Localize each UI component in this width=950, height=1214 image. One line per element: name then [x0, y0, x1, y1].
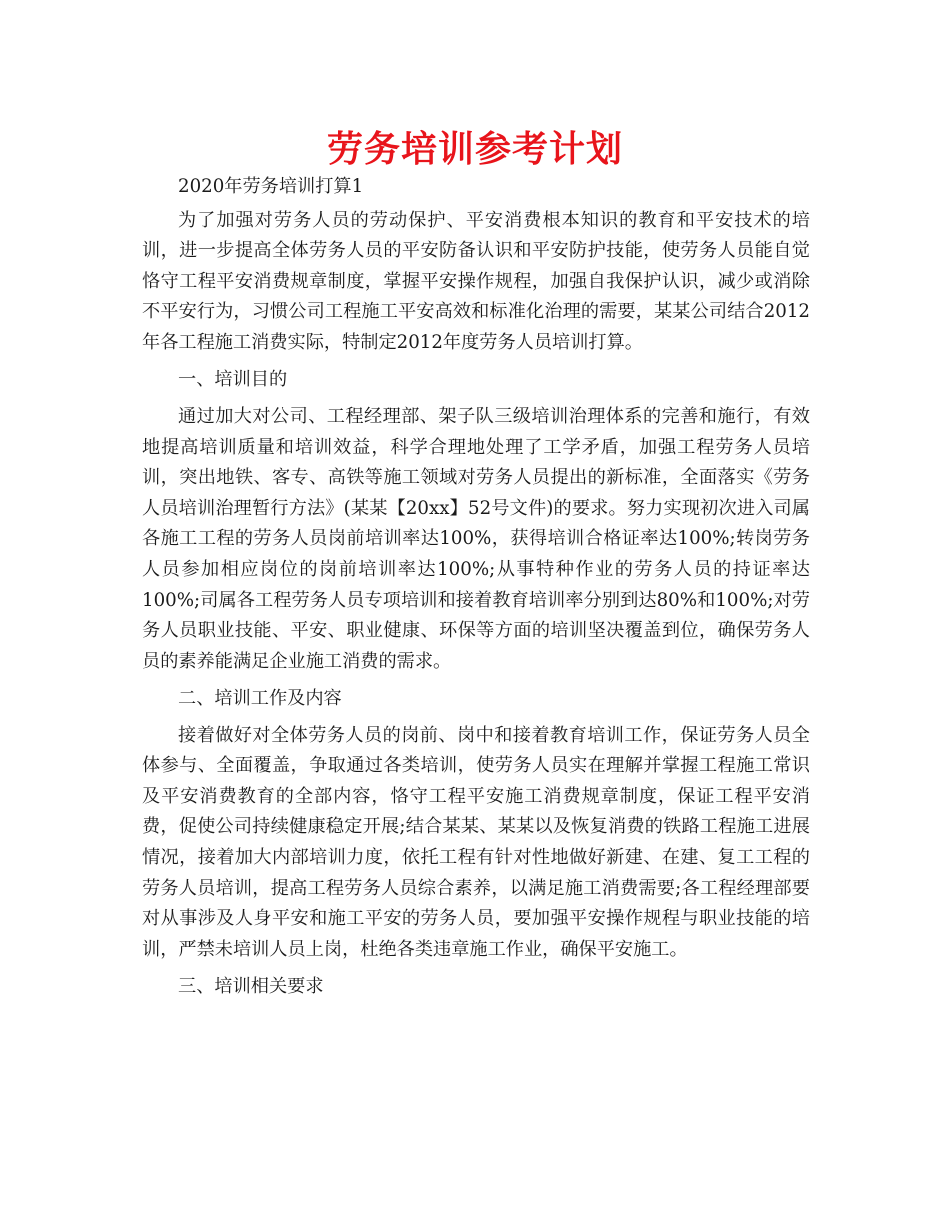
- paragraph-content: 接着做好对全体劳务人员的岗前、岗中和接着教育培训工作，保证劳务人员全体参与、全面覆盖，争取通过各类培训，使劳务人员实在理解并掌握工程施工常识及平安消费教育的全部内容，恪守工程平安施工消费规章制度，保证工程平安消费，促使公司持续健康稳定开展;结合某某、某某以及恢复消费的铁路工程施工进展情况，接着加大内部培训力度，依托工程有针对性地做好新建、在建、复工工程的劳务人员培训，提高工程劳务人员综合素养，以满足施工消费需要;各工程经理部要对从事涉及人身平安和施工平安的劳务人员，要加强平安操作规程与职业技能的培训，严禁未培训人员上岗，杜绝各类违章施工作业，确保平安施工。: [142, 724, 810, 960]
- paragraph-intro: 为了加强对劳务人员的劳动保护、平安消费根本知识的教育和平安技术的培训，进一步提高全体劳务人员的平安防备认识和平安防护技能，使劳务人员能自觉恪守工程平安消费规章制度，掌握平安操作规程，加强自我保护认识，减少或消除不平安行为，习惯公司工程施工平安高效和标准化治理的需要，某某公司结合2012年各工程施工消费实际，特制定2012年度劳务人员培训打算。: [142, 209, 810, 353]
- section-heading-purpose: 一、培训目的: [178, 368, 288, 390]
- document-body: [142, 172, 810, 1009]
- document-subtitle: 2020年劳务培训打算1: [178, 176, 364, 197]
- section-heading-requirements: 三、培训相关要求: [178, 975, 324, 997]
- paragraph-purpose: 通过加大对公司、工程经理部、架子队三级培训治理体系的完善和施行，有效地提高培训质量和培训效益，科学合理地处理了工学矛盾，加强工程劳务人员培训，突出地铁、客专、高铁等施工领域对劳务人员提出的新标准，全面落实《劳务人员培训治理暂行方法》(某某【20xx】52号文件)的要求。努力实现初次进入司属各施工工程的劳务人员岗前培训率达100%，获得培训合格证率达100%;转岗劳务人员参加相应岗位的岗前培训率达100%;从事特种作业的劳务人员的持证率达100%;司属各工程劳务人员专项培训和接着教育培训率分别到达80%和100%;对劳务人员职业技能、平安、职业健康、环保等方面的培训坚决覆盖到位，确保劳务人员的素养能满足企业施工消费的需求。: [142, 405, 810, 672]
- section-heading-content: 二、培训工作及内容: [178, 687, 342, 709]
- document-title: 劳务培训参考计划: [326, 129, 623, 170]
